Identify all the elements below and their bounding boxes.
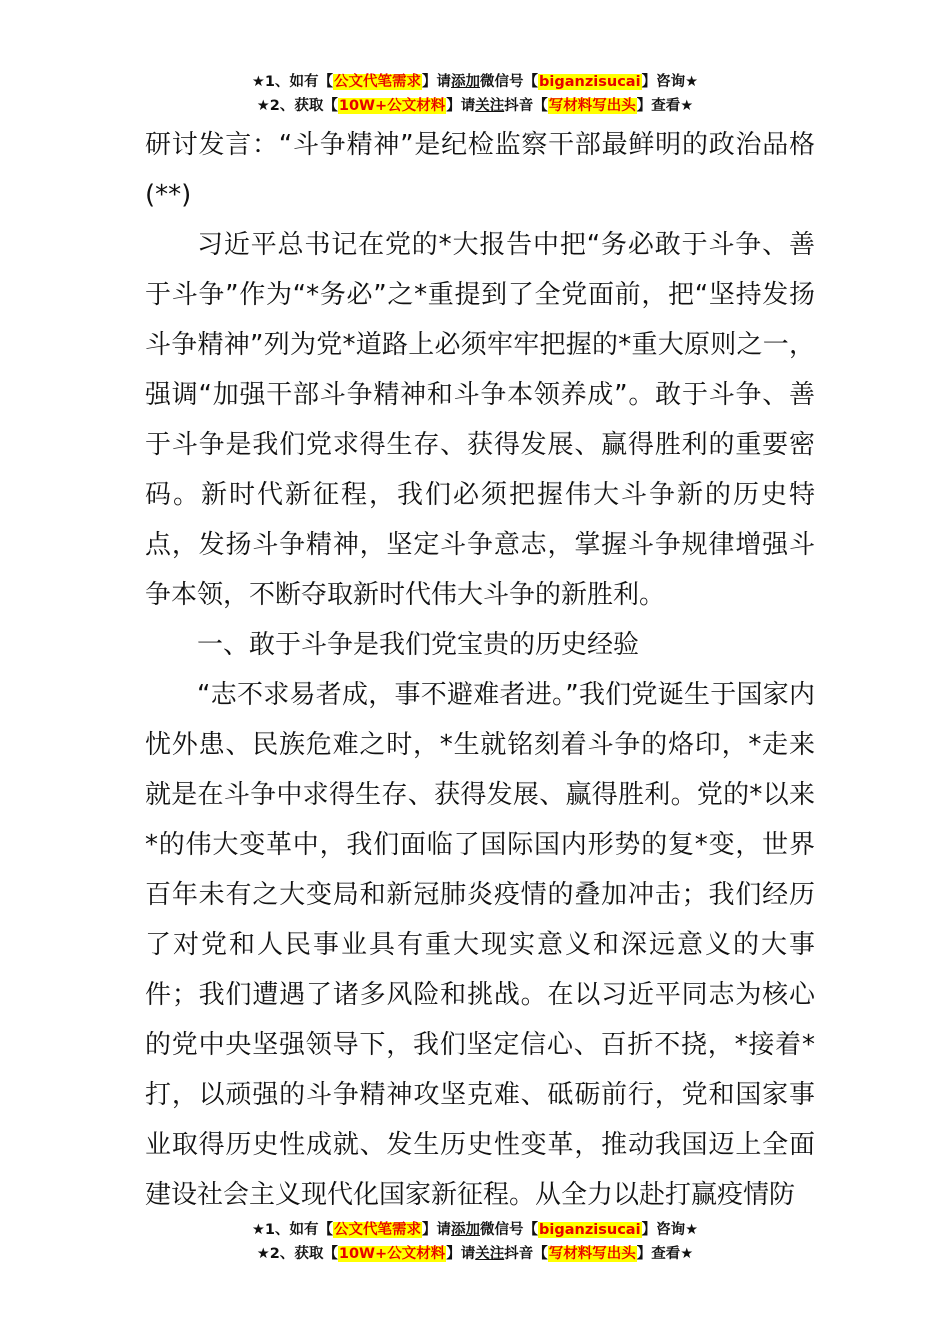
banner-text: 】查看★ [636, 1246, 694, 1262]
banner-underlined-text: 关注 [475, 98, 505, 114]
banner-text: 】查看★ [636, 98, 694, 114]
paragraph-section-1: “志不求易者成，事不避难者进。”我们党诞生于国家内忧外患、民族危难之时，*生就铭刻着斗争的烙印，*走来就是在斗争中求得生存、获得发展、赢得胜利。党的*以来*的伟大变革中，我们面临了国际国内形势的复*变，世界百年未有之大变局和新冠肺炎疫情的叠加冲击；我们经历了对党和人民事业具有重大现实意义和深远意义的大事件；我们遭遇了诸多风险和挑战。在以习近平同志为核心的党中央坚强领导下，我们坚定信心、百折不挠，*接着*打，以顽强的斗争精神攻坚克难、砥砺前行，党和国家事业取得历史性成就、发生历史性变革，推动我国迈上全面建设社会主义现代化国家新征程。从全力以赴打赢疫情防 [145, 680, 815, 1210]
banner-highlight: 公文代笔需求 [334, 1222, 422, 1238]
banner-highlight-wechat-id: biganzisucai [539, 74, 641, 90]
banner-highlight-douyin-name: 写材料写出头 [548, 98, 636, 114]
banner-line-2 [0, 1242, 950, 1266]
bottom-banner [0, 1218, 950, 1266]
banner-text: 】请 [446, 1246, 476, 1262]
banner-underlined-text: 添加 [451, 74, 481, 90]
banner-text: 】咨询★ [641, 1222, 699, 1238]
banner-highlight: 10W+公文材料 [338, 98, 446, 114]
banner-text: ★1、如有【 [251, 74, 334, 90]
document-title: 研讨发言：“斗争精神”是纪检监察干部最鲜明的政治品格(**) [145, 130, 815, 210]
banner-highlight: 公文代笔需求 [334, 74, 422, 90]
banner-text: 】请 [422, 1222, 452, 1238]
banner-text: 微信号【 [480, 74, 539, 90]
section-heading: 一、敢于斗争是我们党宝贵的历史经验 [197, 630, 640, 660]
banner-text: ★1、如有【 [251, 1222, 334, 1238]
paragraph-intro: 习近平总书记在党的*大报告中把“务必敢于斗争、善于斗争”作为“*务必”之*重提到了全党面前，把“坚持发扬斗争精神”列为党*道路上必须牢牢把握的*重大原则之一，强调“加强干部斗争精神和斗争本领养成”。敢于斗争、善于斗争是我们党求得生存、获得发展、赢得胜利的重要密码。新时代新征程，我们必须把握伟大斗争新的历史特点，发扬斗争精神，坚定斗争意志，掌握斗争规律增强斗争本领，不断夺取新时代伟大斗争的新胜利。 [145, 230, 815, 610]
document-body [145, 120, 815, 1220]
banner-line-1 [0, 1218, 950, 1242]
banner-highlight: 10W+公文材料 [338, 1246, 446, 1262]
banner-text: 】咨询★ [641, 74, 699, 90]
banner-line-2 [0, 94, 950, 118]
top-banner [0, 70, 950, 118]
banner-text: 】请 [446, 98, 476, 114]
banner-underlined-text: 添加 [451, 1222, 481, 1238]
banner-text: 】请 [422, 74, 452, 90]
banner-text: ★2、获取【 [256, 1246, 338, 1262]
banner-highlight-douyin-name: 写材料写出头 [548, 1246, 636, 1262]
banner-underlined-text: 关注 [475, 1246, 505, 1262]
banner-text: 微信号【 [480, 1222, 539, 1238]
banner-text: 抖音【 [504, 98, 548, 114]
banner-text: ★2、获取【 [256, 98, 338, 114]
banner-text: 抖音【 [504, 1246, 548, 1262]
banner-highlight-wechat-id: biganzisucai [539, 1222, 641, 1238]
banner-line-1 [0, 70, 950, 94]
